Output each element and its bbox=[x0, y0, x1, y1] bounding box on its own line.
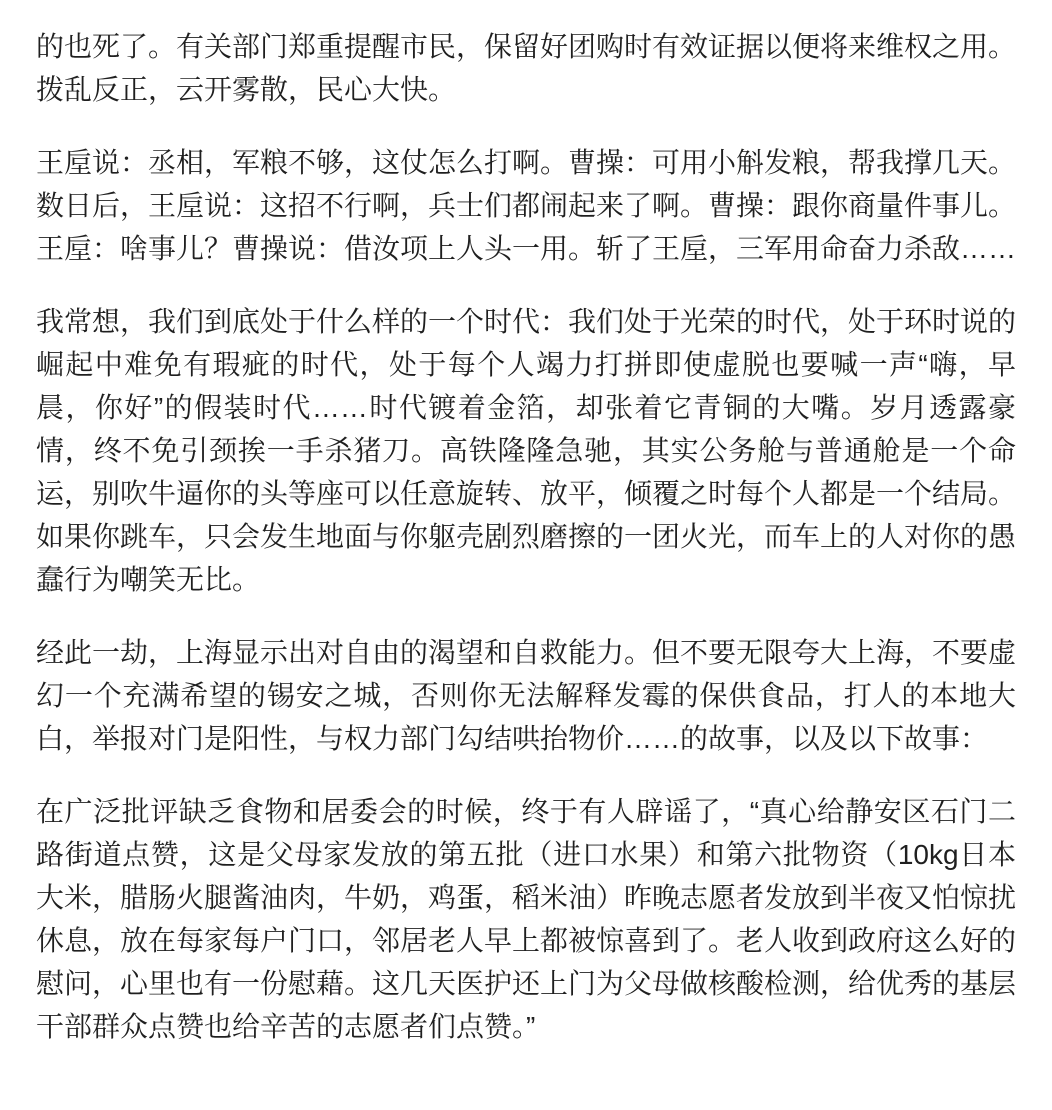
paragraph-5: 在广泛批评缺乏食物和居委会的时候，终于有人辟谣了，“真心给静安区石门二路街道点赞，这是父母家发放的第五批（进口水果）和第六批物资（10kg日本大米，腊肠火腿酱油肉，牛奶，鸡蛋，稻米油）昨晚志愿者发放到半夜又怕惊扰休息，放在每家每户门口，邻居老人早上都被惊喜到了。老人收到政府这么好的慰问，心里也有一份慰藉。这几天医护还上门为父母做核酸检测，给优秀的基层干部群众点赞也给辛苦的志愿者们点赞。” bbox=[36, 796, 1017, 1042]
paragraph-2: 王垕说：丞相，军粮不够，这仗怎么打啊。曹操：可用小斛发粮，帮我撑几天。数日后，王垕说：这招不行啊，兵士们都闹起来了啊。曹操：跟你商量件事儿。王垕：啥事儿？曹操说：借汝项上人头一用。斩了王垕，三军用命奋力杀敌…… bbox=[36, 147, 1017, 264]
paragraph-4: 经此一劫，上海显示出对自由的渴望和自救能力。但不要无限夸大上海，不要虚幻一个充满希望的锡安之城，否则你无法解释发霉的保供食品，打人的本地大白，举报对门是阳性，与权力部门勾结哄抬物价……的故事，以及以下故事： bbox=[36, 637, 1017, 754]
paragraph-1: 的也死了。有关部门郑重提醒市民，保留好团购时有效证据以便将来维权之用。拨乱反正，云开雾散，民心大快。 bbox=[36, 31, 1017, 105]
paragraph-3: 我常想，我们到底处于什么样的一个时代：我们处于光荣的时代，处于环时说的崛起中难免有瑕疵的时代，处于每个人竭力打拼即使虚脱也要喊一声“嗨，早晨，你好”的假装时代……时代镀着金箔，却张着它青铜的大嘴。岁月透露豪情，终不免引颈挨一手杀猪刀。高铁隆隆急驰，其实公务舱与普通舱是一个命运，别吹牛逼你的头等座可以任意旋转、放平，倾覆之时每个人都是一个结局。如果你跳车，只会发生地面与你躯壳剧烈磨擦的一团火光，而车上的人对你的愚蠢行为嘲笑无比。 bbox=[36, 306, 1017, 595]
